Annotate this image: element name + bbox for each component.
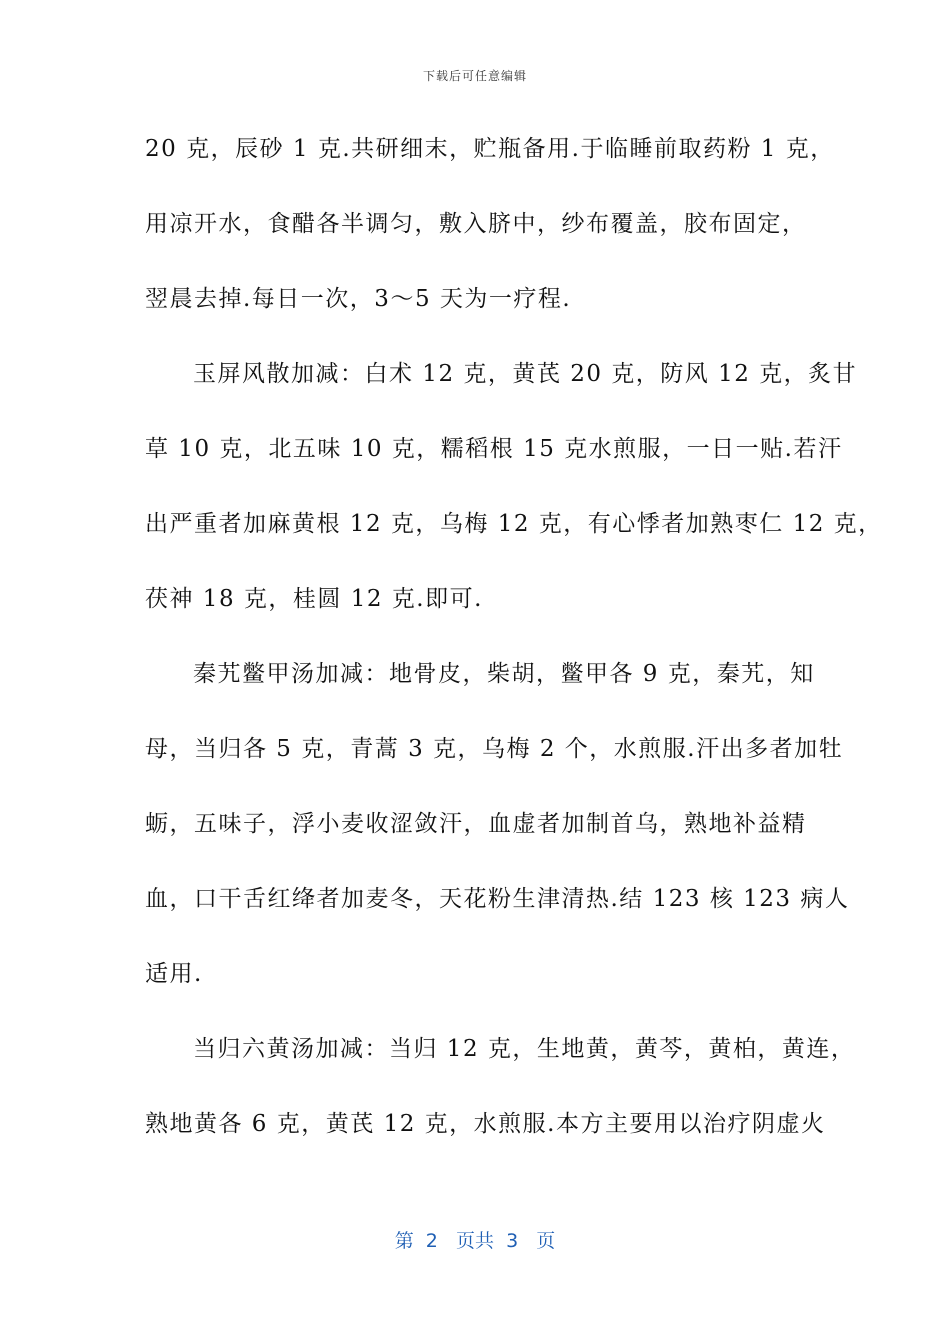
paragraph-start-line: 秦艽鳖甲汤加减：地骨皮，柴胡，鳖甲各 9 克，秦艽，知 — [193, 661, 815, 687]
text-line: 血，口干舌红绛者加麦冬，天花粉生津清热.结 123 核 123 病人 — [145, 886, 850, 912]
text-line: 适用. — [145, 961, 203, 987]
text-line: 草 10 克，北五味 10 克，糯稻根 15 克水煎服，一日一贴.若汗 — [145, 436, 843, 462]
text-line: 出严重者加麻黄根 12 克，乌梅 12 克，有心悸者加熟枣仁 12 克， — [145, 511, 883, 537]
text-line: 母，当归各 5 克，青蒿 3 克，乌梅 2 个，水煎服.汗出多者加牡 — [145, 736, 844, 762]
text-line: 翌晨去掉.每日一次，3～5 天为一疗程. — [145, 286, 572, 312]
text-line: 用凉开水，食醋各半调匀，敷入脐中，纱布覆盖，胶布固定， — [145, 211, 807, 237]
paragraph-start-line: 玉屏风散加减：白术 12 克，黄芪 20 克，防风 12 克，炙甘 — [193, 361, 858, 387]
paragraph-start-line: 当归六黄汤加减：当归 12 克，生地黄，黄芩，黄柏，黄连， — [193, 1036, 856, 1062]
page-number-footer: 第 2 页共 3 页 — [394, 1230, 556, 1252]
page-header: 下载后可任意编辑 — [422, 69, 527, 83]
text-line: 熟地黄各 6 克，黄芪 12 克，水煎服.本方主要用以治疗阴虚火 — [145, 1111, 826, 1137]
text-line: 茯神 18 克，桂圆 12 克.即可. — [145, 586, 483, 612]
text-line: 20 克，辰砂 1 克.共研细末，贮瓶备用.于临睡前取药粉 1 克， — [145, 136, 835, 162]
text-line: 蛎，五味子，浮小麦收涩敛汗，血虚者加制首乌，熟地补益精 — [145, 811, 807, 837]
